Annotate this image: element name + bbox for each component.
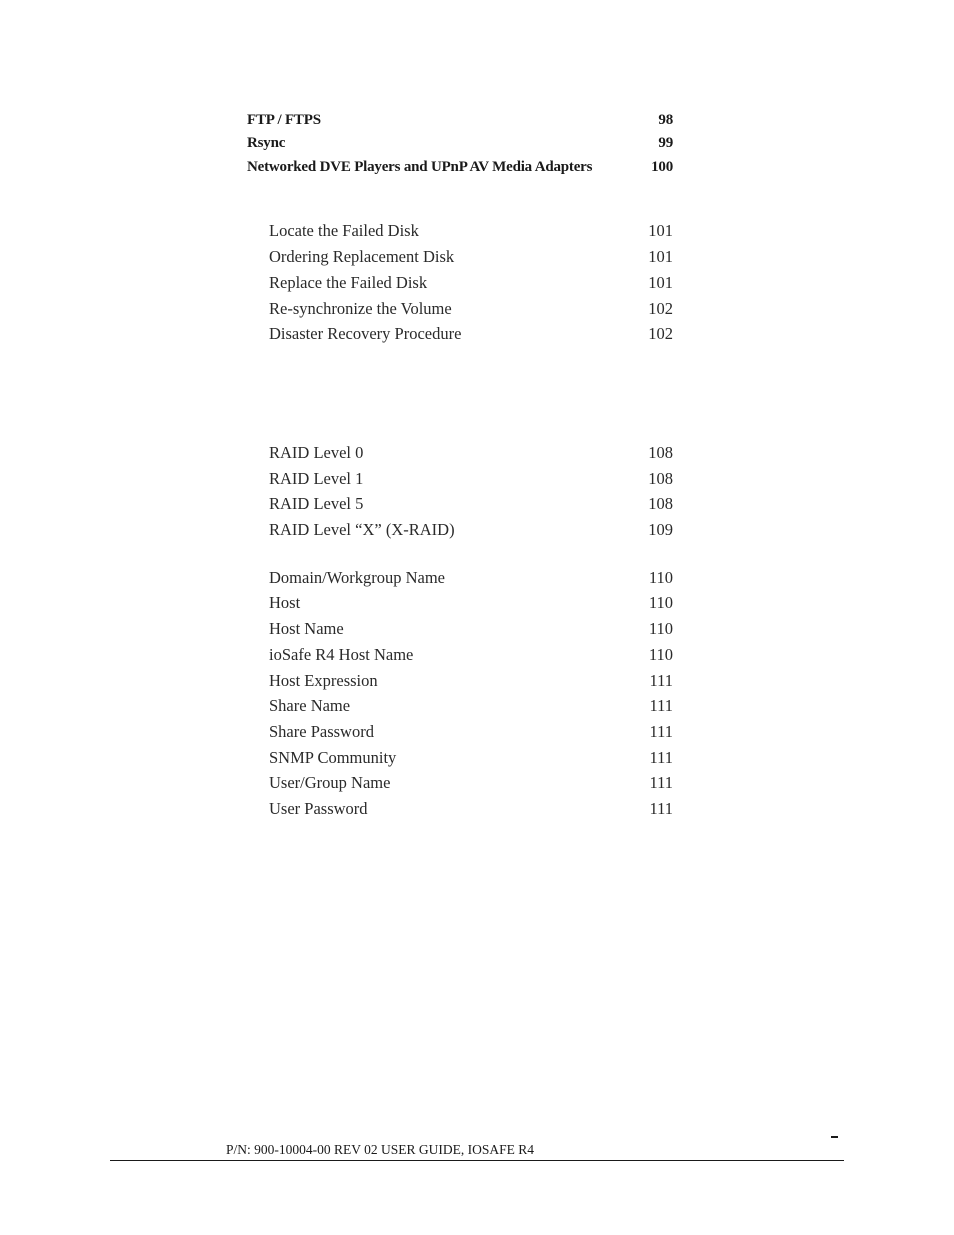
toc-entry bbox=[0, 112, 954, 134]
toc-entry bbox=[0, 494, 954, 516]
toc-entry-label: Networked DVE Players and UPnP AV Media Adapters bbox=[247, 159, 593, 175]
toc-entry-label: SNMP Community bbox=[269, 748, 397, 767]
toc-entry-label: Share Name bbox=[269, 696, 351, 715]
toc-entry bbox=[0, 645, 954, 667]
toc-entry-page: 110 bbox=[648, 645, 673, 664]
toc-entry bbox=[0, 748, 954, 770]
toc-entry-label: User/Group Name bbox=[269, 773, 391, 792]
toc-entry-page: 108 bbox=[648, 494, 673, 513]
toc-entry bbox=[0, 773, 954, 795]
toc-entry bbox=[0, 619, 954, 641]
toc-entry bbox=[0, 520, 954, 542]
toc-entry-page: 109 bbox=[648, 520, 673, 539]
footer-divider bbox=[110, 1160, 844, 1161]
toc-entry bbox=[0, 568, 954, 590]
toc-entry-page: 111 bbox=[649, 773, 673, 792]
toc-entry bbox=[0, 671, 954, 693]
toc-entry-page: 102 bbox=[648, 324, 673, 343]
toc-entry-label: RAID Level 0 bbox=[269, 443, 364, 462]
toc-entry-label: Locate the Failed Disk bbox=[269, 221, 419, 240]
toc-entry-page: 100 bbox=[651, 159, 673, 175]
toc-entry-label: Host bbox=[269, 593, 301, 612]
toc-entry-label: FTP / FTPS bbox=[247, 112, 321, 128]
toc-entry-page: 101 bbox=[648, 273, 673, 292]
toc-entry bbox=[0, 469, 954, 491]
footer-text: P/N: 900-10004-00 REV 02 USER GUIDE, IOSAFE R4 bbox=[226, 1142, 535, 1157]
toc-entry bbox=[0, 593, 954, 615]
toc-entry-label: Share Password bbox=[269, 722, 374, 741]
toc-entry bbox=[0, 247, 954, 269]
toc-entry-page: 111 bbox=[649, 696, 673, 715]
toc-entry bbox=[0, 696, 954, 718]
toc-entry-page: 99 bbox=[658, 135, 673, 151]
toc-entry bbox=[0, 159, 954, 181]
toc-entry-page: 102 bbox=[648, 299, 673, 318]
toc-entry-label: RAID Level 5 bbox=[269, 494, 364, 513]
toc-entry-page: 101 bbox=[648, 247, 673, 266]
toc-entry-label: RAID Level “X” (X-RAID) bbox=[269, 520, 455, 539]
toc-entry bbox=[0, 135, 954, 157]
toc-entry bbox=[0, 221, 954, 243]
toc-entry-page: 110 bbox=[648, 568, 673, 587]
toc-entry-page: 101 bbox=[648, 221, 673, 240]
toc-entry-label: Re-synchronize the Volume bbox=[269, 299, 452, 318]
toc-entry-page: 98 bbox=[658, 112, 673, 128]
toc-entry-page: 111 bbox=[649, 748, 673, 767]
toc-entry-label: Host Name bbox=[269, 619, 344, 638]
toc-entry-page: 111 bbox=[649, 671, 673, 690]
toc-entry-label: Host Expression bbox=[269, 671, 378, 690]
toc-entry-label: Rsync bbox=[247, 135, 286, 151]
toc-entry-page: 110 bbox=[648, 619, 673, 638]
toc-entry-label: ioSafe R4 Host Name bbox=[269, 645, 414, 664]
toc-entry bbox=[0, 799, 954, 821]
toc-entry bbox=[0, 299, 954, 321]
toc-entry-label: Disaster Recovery Procedure bbox=[269, 324, 462, 343]
footer-page-marker bbox=[831, 1136, 838, 1138]
toc-entry-page: 108 bbox=[648, 469, 673, 488]
toc-entry bbox=[0, 324, 954, 346]
toc-entry bbox=[0, 273, 954, 295]
toc-entry-label: User Password bbox=[269, 799, 368, 818]
toc-entry-page: 111 bbox=[649, 722, 673, 741]
toc-entry bbox=[0, 443, 954, 465]
toc-entry-label: Domain/Workgroup Name bbox=[269, 568, 446, 587]
toc-entry-label: RAID Level 1 bbox=[269, 469, 364, 488]
toc-entry-page: 108 bbox=[648, 443, 673, 462]
toc-entry-page: 111 bbox=[649, 799, 673, 818]
toc-entry-page: 110 bbox=[648, 593, 673, 612]
toc-entry-label: Ordering Replacement Disk bbox=[269, 247, 455, 266]
toc-entry-label: Replace the Failed Disk bbox=[269, 273, 428, 292]
toc-entry bbox=[0, 722, 954, 744]
